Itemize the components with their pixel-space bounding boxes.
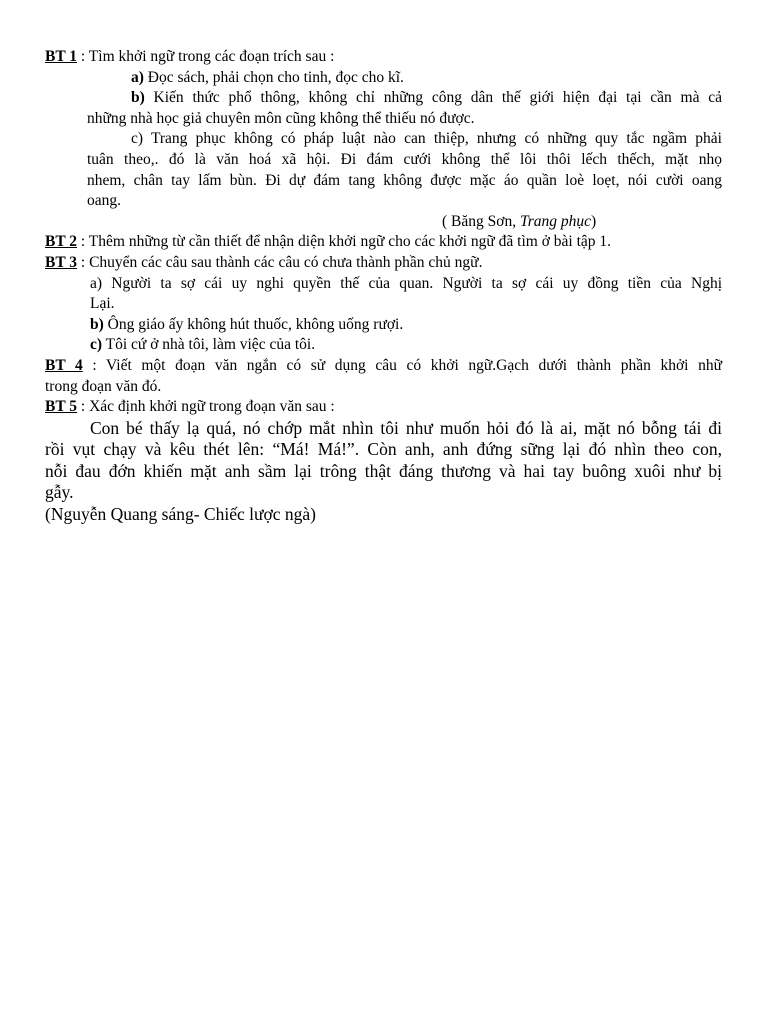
bt1-item-c-line3: nhem, chân tay lấm bùn. Đi dự đám tang không được mặc áo quần loè loẹt, nói cười oang xyxy=(87,171,722,189)
bt1-c-label: c) xyxy=(131,130,144,148)
bt5-paragraph-line4: gẫy. xyxy=(45,482,74,503)
bt5-paragraph-line1: Con bé thấy lạ quá, nó chớp mắt nhìn tôi như muốn hỏi đó là ai, mặt nó bỗng tái đi xyxy=(90,417,722,438)
bt1-source xyxy=(45,212,722,233)
bt3-c-text: Tôi cứ ở nhà tôi, làm việc của tôi. xyxy=(102,336,316,354)
bt1-item-c-line4: oang. xyxy=(87,192,122,210)
document-page xyxy=(45,47,722,525)
bt4-line1: : Viết một đoạn văn ngắn có sử dụng câu có khởi ngữ.Gạch dưới thành phần khởi nhữ xyxy=(82,356,722,374)
bt3-item-c xyxy=(45,335,722,356)
bt3-b-text: Ông giáo ấy không hút thuốc, không uống rượi. xyxy=(103,315,404,333)
bt3-heading xyxy=(45,253,722,274)
bt5-text: : Xác định khởi ngữ trong đoạn văn sau : xyxy=(77,398,335,416)
bt4-label: BT 4 xyxy=(45,356,83,374)
bt2-heading xyxy=(45,232,722,253)
bt1-heading xyxy=(45,47,722,68)
bt3-item-b xyxy=(45,315,722,336)
bt5-paragraph-line2: rồi vụt chạy và kêu thét lên: “Má! Má!”. Còn anh, anh đứng sững lại đó nhìn theo con, xyxy=(45,439,722,460)
bt1-text: : Tìm khởi ngữ trong các đoạn trích sau : xyxy=(77,48,335,65)
bt1-a-label: a) xyxy=(131,68,144,86)
bt5-heading xyxy=(45,397,722,418)
bt1-source-close: ) xyxy=(591,212,597,230)
bt3-a-line1: Người ta sợ cái uy nghi quyền thế của quan. Người ta sợ cái uy đồng tiền của Nghị xyxy=(102,274,722,292)
bt5-source: (Nguyễn Quang sáng- Chiếc lược ngà) xyxy=(45,503,316,524)
bt5-label: BT 5 xyxy=(45,398,78,416)
bt3-text: : Chuyển các câu sau thành các câu có chưa thành phần chủ ngữ. xyxy=(77,253,483,271)
bt1-source-author: ( Băng Sơn, xyxy=(442,212,520,230)
bt3-c-label: c) xyxy=(90,336,103,354)
bt3-label: BT 3 xyxy=(45,253,78,271)
bt1-item-c-line2: tuân theo,. đó là văn hoá xã hội. Đi đám cưới không thể lôi thôi lếch thếch, mặt nhọ xyxy=(87,150,722,168)
bt4-heading-line1 xyxy=(45,356,722,377)
bt1-source-title: Trang phục xyxy=(519,212,592,230)
bt5-paragraph-line3: nỗi đau đớn khiến mặt anh sầm lại trông thật đáng thương và hai tay buông xuôi như bị xyxy=(45,460,722,481)
bt1-b-line1: Kiến thức phổ thông, không chỉ những công dân thế giới hiện đại tại cần mà cả xyxy=(144,89,722,107)
bt2-label: BT 2 xyxy=(45,233,78,251)
bt1-item-b-line2: những nhà học giả chuyên môn cũng không thể thiếu nó được. xyxy=(87,109,475,127)
bt1-item-c-line1 xyxy=(45,129,722,150)
bt3-item-a-line1 xyxy=(45,274,722,295)
bt1-item-b-line1 xyxy=(45,88,722,109)
bt4-heading-line2: trong đoạn văn đó. xyxy=(45,377,162,395)
bt2-text: : Thêm những từ cần thiết để nhận diện khởi ngữ cho các khởi ngữ đã tìm ở bài tập 1. xyxy=(77,233,612,251)
bt3-b-label: b) xyxy=(90,315,104,333)
bt1-c-line1: Trang phục không có pháp luật nào can thiệp, nhưng có những quy tắc ngầm phải xyxy=(143,130,722,148)
bt3-a-label: a) xyxy=(90,274,103,292)
bt1-item-a xyxy=(45,68,722,89)
bt1-label: BT 1 xyxy=(45,48,78,65)
bt1-a-text: Đọc sách, phải chọn cho tinh, đọc cho kĩ. xyxy=(143,68,404,86)
bt1-b-label: b) xyxy=(131,89,145,107)
bt3-item-a-line2: Lại. xyxy=(90,295,115,313)
